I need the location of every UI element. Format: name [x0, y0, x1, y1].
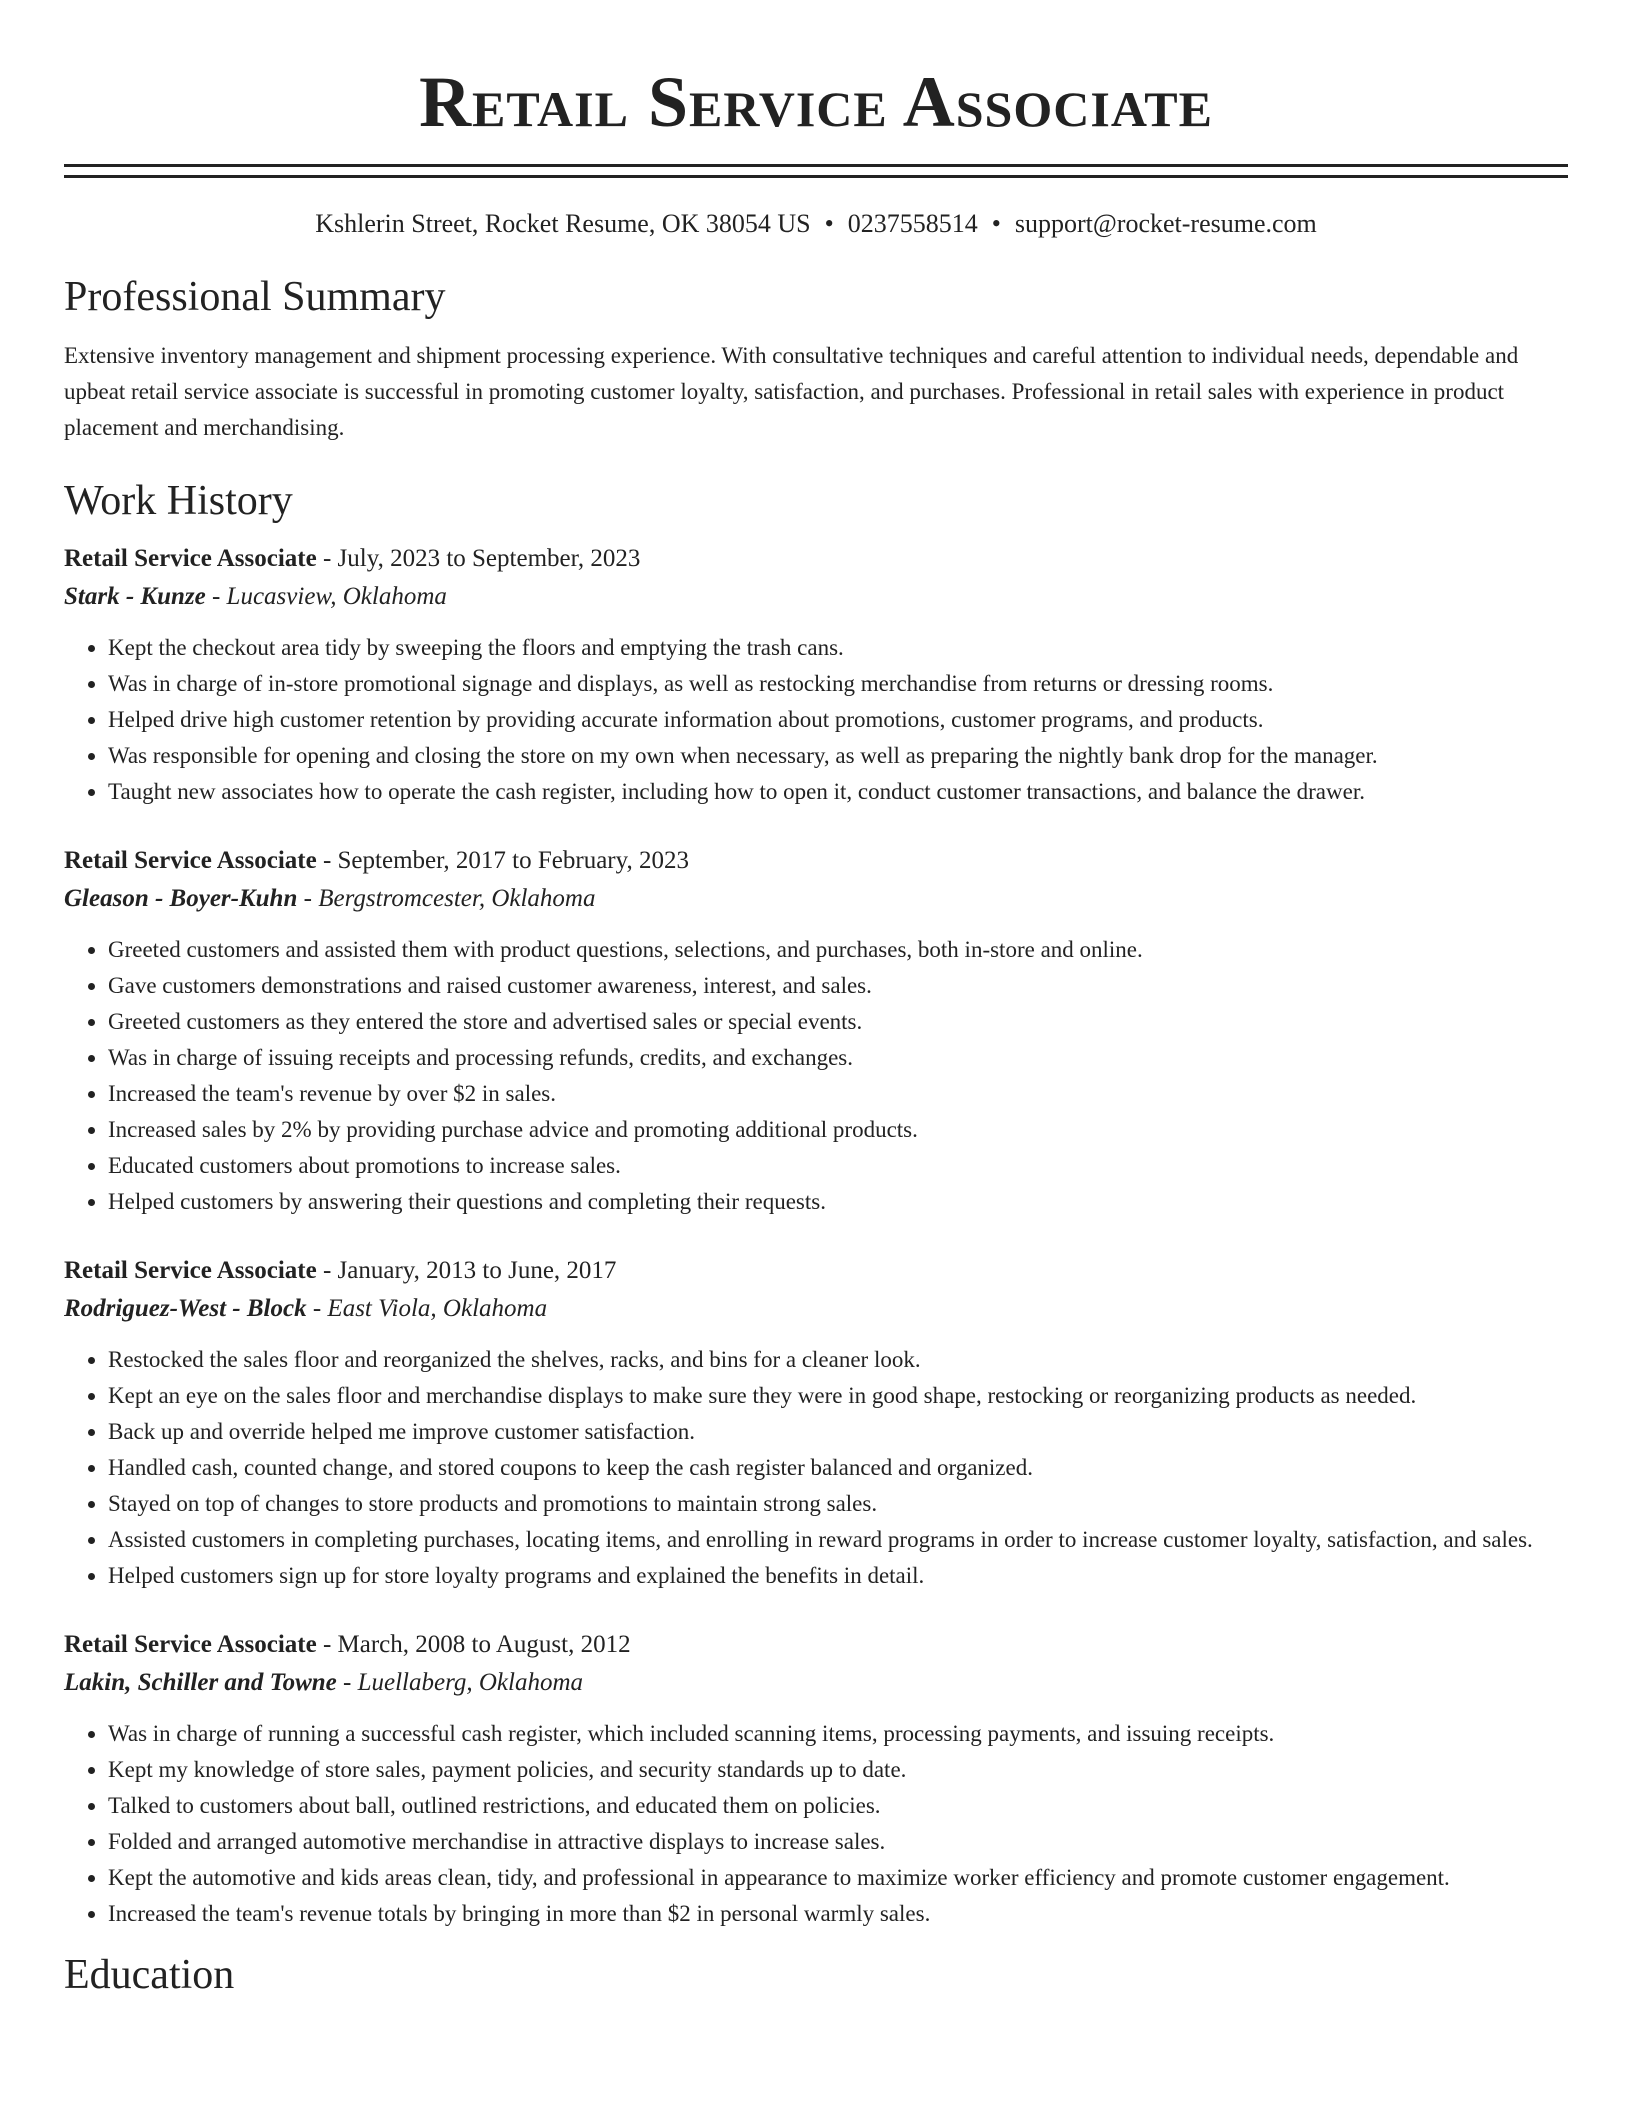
contact-phone: 0237558514 [847, 209, 978, 238]
contact-address: Kshlerin Street, Rocket Resume, OK 38054 US [315, 209, 811, 238]
contact-separator: • [991, 209, 1001, 238]
summary-heading: Professional Summary [64, 274, 446, 320]
job-bullet-list [64, 630, 1568, 810]
job-dates: - September, 2017 to February, 2023 [316, 847, 690, 874]
job-bullet: • Handled cash, counted change, and stored coupons to keep the cash register balanced and organized. [108, 1450, 1568, 1486]
job-company: Rodriguez-West - Block [64, 1295, 307, 1322]
job-bullet: • Educated customers about promotions to increase sales. [108, 1148, 1568, 1184]
job-bullet: • Was responsible for opening and closing the store on my own when necessary, as well as preparing the nightly bank drop for the manager. [108, 738, 1568, 774]
summary-text: Extensive inventory management and shipment processing experience. With consultative techniques and careful attention to individual needs, dependable and upbeat retail service associate is successful in promoting customer loyalty, satisfaction, and purchases. Professional in retail sales with experience in product placement and merchandising. [64, 343, 1519, 440]
job-role: Retail Service Associate [64, 1631, 317, 1658]
job-bullet: • Increased the team's revenue totals by bringing in more than $2 in personal warmly sales. [108, 1896, 1568, 1932]
job-company: Gleason - Boyer-Kuhn [64, 885, 298, 912]
job-location: - Lucasview, Oklahoma [205, 583, 447, 610]
job-company: Lakin, Schiller and Towne [64, 1669, 337, 1696]
job-company-line [64, 1290, 1568, 1328]
job-entry [64, 842, 1568, 1220]
job-bullet: • Folded and arranged automotive merchandise in attractive displays to increase sales. [108, 1824, 1568, 1860]
job-company-line [64, 578, 1568, 616]
job-title-line [64, 842, 1568, 880]
job-title-line [64, 540, 1568, 578]
job-bullet: • Increased sales by 2% by providing purchase advice and promoting additional products. [108, 1112, 1568, 1148]
job-company: Stark - Kunze [64, 583, 206, 610]
job-dates: - July, 2023 to September, 2023 [316, 545, 641, 572]
job-entry [64, 1252, 1568, 1594]
work-history-heading: Work History [64, 478, 293, 524]
job-company-line [64, 880, 1568, 918]
job-bullet: • Kept my knowledge of store sales, payment policies, and security standards up to date. [108, 1752, 1568, 1788]
job-bullet: • Restocked the sales floor and reorganized the shelves, racks, and bins for a cleaner look. [108, 1342, 1568, 1378]
contact-email: support@rocket-resume.com [1014, 209, 1317, 238]
job-dates: - January, 2013 to June, 2017 [316, 1257, 617, 1284]
job-bullet: • Kept the automotive and kids areas clean, tidy, and professional in appearance to maximize worker efficiency and promote customer engagement. [108, 1860, 1568, 1896]
job-location: - Luellaberg, Oklahoma [336, 1669, 584, 1696]
job-location: - Bergstromcester, Oklahoma [297, 885, 596, 912]
job-bullet: • Assisted customers in completing purchases, locating items, and enrolling in reward programs in order to increase customer loyalty, satisfaction, and sales. [108, 1522, 1568, 1558]
job-bullet: • Back up and override helped me improve customer satisfaction. [108, 1414, 1568, 1450]
job-bullet: • Helped drive high customer retention by providing accurate information about promotions, customer programs, and products. [108, 702, 1568, 738]
job-entry [64, 540, 1568, 810]
job-location: - East Viola, Oklahoma [306, 1295, 548, 1322]
education-heading: Education [64, 1952, 235, 1998]
job-dates: - March, 2008 to August, 2012 [316, 1631, 631, 1658]
job-bullet: • Talked to customers about ball, outlined restrictions, and educated them on policies. [108, 1788, 1568, 1824]
job-role: Retail Service Associate [64, 545, 317, 572]
job-bullet: • Gave customers demonstrations and raised customer awareness, interest, and sales. [108, 968, 1568, 1004]
job-bullet: • Was in charge of running a successful cash register, which included scanning items, processing payments, and issuing receipts. [108, 1716, 1568, 1752]
contact-separator: • [824, 209, 834, 238]
job-entry [64, 1626, 1568, 1932]
job-company-line [64, 1664, 1568, 1702]
job-bullet-list [64, 1716, 1568, 1932]
job-role: Retail Service Associate [64, 847, 317, 874]
contact-line [64, 208, 1568, 240]
job-title-line [64, 1252, 1568, 1290]
job-bullet: • Was in charge of in-store promotional signage and displays, as well as restocking merchandise from returns or dressing rooms. [108, 666, 1568, 702]
job-title-line [64, 1626, 1568, 1664]
job-bullet-list [64, 1342, 1568, 1594]
job-bullet: • Was in charge of issuing receipts and processing refunds, credits, and exchanges. [108, 1040, 1568, 1076]
job-bullet: • Greeted customers as they entered the store and advertised sales or special events. [108, 1004, 1568, 1040]
job-bullet: • Taught new associates how to operate the cash register, including how to open it, conduct customer transactions, and balance the drawer. [108, 774, 1568, 810]
job-bullet-list [64, 932, 1568, 1220]
work-history-list [64, 540, 1568, 1932]
job-bullet: • Greeted customers and assisted them with product questions, selections, and purchases, both in-store and online. [108, 932, 1568, 968]
job-bullet: • Increased the team's revenue by over $2 in sales. [108, 1076, 1568, 1112]
job-bullet: • Helped customers sign up for store loyalty programs and explained the benefits in detail. [108, 1558, 1568, 1594]
job-role: Retail Service Associate [64, 1257, 317, 1284]
job-bullet: • Kept an eye on the sales floor and merchandise displays to make sure they were in good shape, restocking or reorganizing products as needed. [108, 1378, 1568, 1414]
title-double-rule [64, 164, 1568, 178]
job-bullet: • Helped customers by answering their questions and completing their requests. [108, 1184, 1568, 1220]
job-bullet: • Stayed on top of changes to store products and promotions to maintain strong sales. [108, 1486, 1568, 1522]
job-bullet: • Kept the checkout area tidy by sweeping the floors and emptying the trash cans. [108, 630, 1568, 666]
resume-title: Retail Service Associate [419, 62, 1213, 142]
